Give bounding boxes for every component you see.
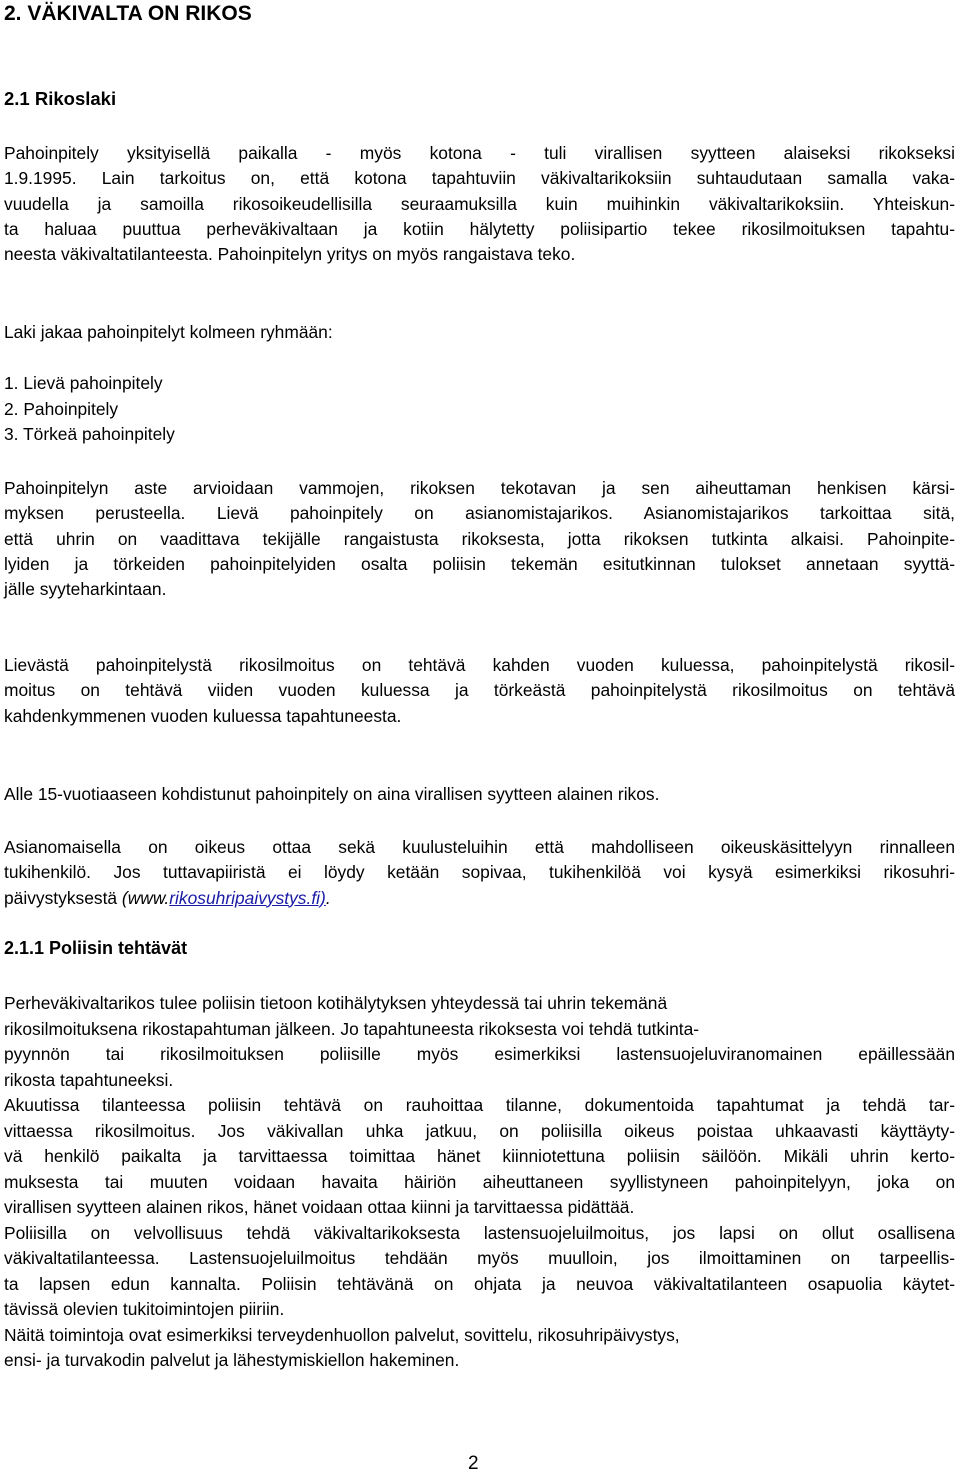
text-line: Näitä toimintoja ovat esimerkiksi terveydenhuollon palvelut, sovittelu, rikosuhripäivystys,: [4, 1324, 680, 1345]
text-fragment: .: [325, 887, 331, 908]
text-line: Pahoinpitely yksityisellä paikalla - myös kotona - tuli virallisen syytteen alaiseksi rikokseksi: [4, 143, 955, 163]
text-line: 1.9.1995. Lain tarkoitus on, että kotona tapahtuviin väkivaltarikoksiin suhtaudutaan samalla vaka-: [4, 168, 955, 189]
section-heading: 2.1 Rikoslaki: [4, 88, 117, 109]
list-item: 3. Törkeä pahoinpitely: [4, 424, 175, 444]
text-line: että uhrin on vaadittava tekijälle rangaistusta rikoksesta, jotta rikoksen tutkinta alkaisi. Pahoinpite-: [4, 528, 955, 549]
text-line: ensi- ja turvakodin palvelut ja lähestymiskiellon hakeminen.: [4, 1350, 460, 1370]
text-line: ta haluaa puuttua perheväkivaltaan ja kotiin hälytetty poliisipartio tekee rikosilmoituksen tapahtu-: [4, 218, 955, 239]
text-line: Akuutissa tilanteessa poliisin tehtävä on rauhoittaa tilanne, dokumentoida tapahtumat ja tehdä tar-: [4, 1095, 955, 1115]
list-item: 1. Lievä pahoinpitely: [4, 373, 163, 393]
text-line: vittaessa rikosilmoitus. Jos väkivallan uhka jatkuu, on poliisilla oikeus poistaa uhkaavasti käyttäyty-: [4, 1120, 955, 1141]
text-line: Pahoinpitelyn aste arvioidaan vammojen, rikoksen tekotavan ja sen aiheuttaman henkisen kärsi-: [4, 478, 955, 498]
website-link[interactable]: rikosuhripaivystys.fi): [169, 887, 326, 908]
paragraph-deadlines: [4, 653, 955, 729]
list-intro: Laki jakaa pahoinpitelyt kolmeen ryhmään:: [4, 322, 333, 342]
text-line: Poliisilla on velvollisuus tehdä väkivaltarikoksesta lastensuojeluilmoitus, jos lapsi on ollut osallisena: [4, 1222, 955, 1243]
subsection-heading: 2.1.1 Poliisin tehtävät: [4, 938, 188, 958]
text-line: myksen perusteella. Lievä pahoinpitely on asianomistajarikos. Asianomistajarikos tarkoittaa sitä,: [4, 503, 955, 524]
text-line: Asianomaisella on oikeus ottaa sekä kuulusteluihin että mahdolliseen oikeuskäsittelyyn rinnalleen: [4, 837, 955, 857]
text-line: vä henkilö paikalta ja tarvittaessa toimittaa hänet kiinniotettuna poliisin säilöön. Mikäli uhrin kerto-: [4, 1146, 955, 1166]
paragraph-degree: [4, 476, 955, 602]
text-line: Perheväkivaltarikos tulee poliisin tietoon kotihälytyksen yhteydessä tai uhrin tekemänä: [4, 993, 668, 1013]
text-fragment: päivystyksestä: [4, 887, 122, 908]
text-line: pyynnön tai rikosilmoituksen poliisille myös esimerkiksi lastensuojeluviranomainen epäillessään: [4, 1044, 955, 1064]
paragraph-minors: Alle 15-vuotiaaseen kohdistunut pahoinpitely on aina virallisen syytteen alainen rikos.: [4, 784, 660, 804]
chapter-heading: 2. VÄKIVALTA ON RIKOS: [4, 2, 252, 25]
page-number: 2: [468, 1453, 479, 1474]
text-line: väkivaltatilanteessa. Lastensuojeluilmoitus tehdään myös muulloin, jos ilmoittaminen on tarpeellis-: [4, 1248, 955, 1268]
paragraph-intro: [4, 141, 955, 267]
text-line: rikosilmoituksena rikostapahtuman jälkeen. Jo tapahtuneesta rikoksesta voi tehdä tutkinta-: [4, 1018, 700, 1039]
text-line: Lievästä pahoinpitelystä rikosilmoitus on tehtävä kahden vuoden kuluessa, pahoinpitelystä rikosil-: [4, 655, 955, 675]
text-line: moitus on tehtävä viiden vuoden kuluessa ja törkeästä pahoinpitelystä rikosilmoitus on tehtävä: [4, 680, 955, 701]
text-line: virallisen syytteen alainen rikos, hänet voidaan ottaa kiinni ja tarvittaessa pidättää.: [4, 1197, 635, 1217]
text-line: [4, 886, 955, 911]
link-prefix: (www.: [121, 887, 170, 908]
paragraph-support-person: [4, 835, 955, 911]
list-item: 2. Pahoinpitely: [4, 399, 119, 419]
text-line: muksesta tai muuten voidaan havaita häiriön aiheuttaneen syyllistyneen pahoinpitelyyn, joka on: [4, 1171, 955, 1192]
text-line: neesta väkivaltatilanteesta. Pahoinpitelyn yritys on myös rangaistava teko.: [4, 244, 576, 265]
text-line: ta lapsen edun kannalta. Poliisin tehtävänä on ohjata ja neuvoa väkivaltatilanteen osapuolia käytet-: [4, 1273, 955, 1294]
text-line: rikosta tapahtuneeksi.: [4, 1069, 174, 1090]
text-line: tukihenkilö. Jos tuttavapiiristä ei löydy ketään sopivaa, tukihenkilöä voi kysyä esimerkiksi rikosuhri-: [4, 862, 955, 883]
text-line: jälle syyteharkintaan.: [4, 579, 167, 600]
text-line: vuudella ja samoilla rikosoikeudellisilla seuraamuksilla kuin muihinkin väkivaltarikoksiin. Yhteiskun-: [4, 193, 955, 214]
text-line: kahdenkymmenen vuoden kuluessa tapahtuneesta.: [4, 705, 402, 726]
text-line: lyiden ja törkeiden pahoinpitelyiden osalta poliisin tekemän esitutkinnan tulokset annetaan syyttä-: [4, 553, 955, 574]
paragraph-police-duties: [4, 991, 955, 1374]
text-line: tävissä olevien tukitoimintojen piiriin.: [4, 1299, 285, 1319]
